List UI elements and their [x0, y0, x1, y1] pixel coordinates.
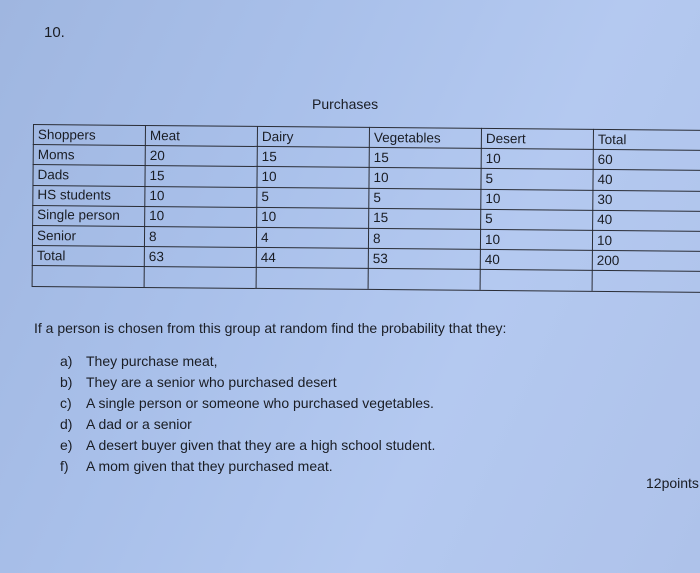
table-cell: 15 — [261, 148, 277, 164]
item-letter: e) — [60, 437, 73, 453]
table-cell: 44 — [260, 249, 276, 265]
table-title: Purchases — [312, 96, 379, 112]
table-cell: 8 — [148, 228, 157, 244]
table-cell: 20 — [149, 147, 165, 163]
table-cell: 10 — [261, 168, 277, 185]
item-letter: d) — [60, 416, 73, 432]
table-cell: 10 — [261, 209, 277, 225]
question-number: 10. — [44, 24, 65, 41]
table-cell: 8 — [372, 230, 381, 246]
table-cell: 60 — [597, 151, 613, 167]
item-text: A single person or someone who purchased vegetables. — [86, 395, 434, 411]
table-row-line — [32, 286, 700, 293]
item-text: A mom given that they purchased meat. — [86, 458, 333, 474]
table-cell: 200 — [596, 252, 620, 268]
table-header-cell: Meat — [149, 127, 180, 143]
table-cell: 10 — [596, 232, 613, 248]
table-cell: 10 — [484, 231, 501, 247]
question-item-f — [60, 456, 435, 477]
table-header-cell: Shoppers — [37, 126, 96, 143]
table-header-cell: Dairy — [261, 128, 294, 144]
item-letter: f) — [60, 458, 69, 474]
question-item-a — [60, 351, 435, 372]
table-row-label: Dads — [37, 166, 70, 183]
table-cell: 15 — [373, 210, 389, 226]
table-row-label: Senior — [36, 227, 77, 243]
table-cell: 10 — [149, 208, 165, 224]
table-cell: 63 — [148, 248, 164, 264]
item-letter: c) — [60, 395, 72, 411]
table-cell: 30 — [597, 192, 613, 208]
table-cell: 40 — [597, 212, 613, 228]
table-cell: 10 — [485, 191, 501, 207]
table-header-cell: Vegetables — [373, 129, 441, 146]
table-row-label: Single person — [37, 207, 120, 224]
table-cell: 5 — [261, 189, 269, 205]
table-row-label: HS students — [37, 187, 111, 203]
table-cell: 40 — [597, 171, 613, 187]
question-item-d — [60, 414, 435, 435]
item-text: A dad or a senior — [86, 416, 192, 432]
item-letter: b) — [60, 374, 73, 390]
table-header-cell: Total — [597, 131, 627, 147]
table-cell: 10 — [485, 150, 501, 166]
item-text: They are a senior who purchased desert — [86, 374, 337, 390]
table-cell: 5 — [485, 170, 494, 186]
table-cell: 53 — [372, 250, 388, 266]
question-item-c — [60, 393, 435, 414]
item-letter: a) — [60, 353, 73, 369]
item-text: A desert buyer given that they are a high school student. — [86, 437, 436, 453]
table-cell: 10 — [373, 169, 389, 185]
question-item-b — [60, 372, 435, 393]
table-cell: 5 — [485, 211, 493, 227]
table-cell: 4 — [260, 229, 269, 245]
question-items — [60, 351, 435, 477]
table-cell: 15 — [373, 149, 389, 165]
table-cell: 15 — [149, 167, 165, 184]
table-row-label: Total — [36, 247, 66, 263]
points-label: 12points — [646, 475, 699, 491]
purchases-table — [32, 124, 700, 293]
table-cell: 5 — [373, 190, 381, 206]
table-row-label: Moms — [37, 146, 75, 163]
table-cell: 40 — [484, 251, 500, 267]
table-cell: 10 — [149, 188, 165, 204]
table-header-cell: Desert — [485, 130, 526, 146]
question-prompt: If a person is chosen from this group at random find the probability that they: — [34, 320, 507, 336]
question-item-e — [60, 435, 435, 456]
item-text: They purchase meat, — [86, 353, 218, 369]
